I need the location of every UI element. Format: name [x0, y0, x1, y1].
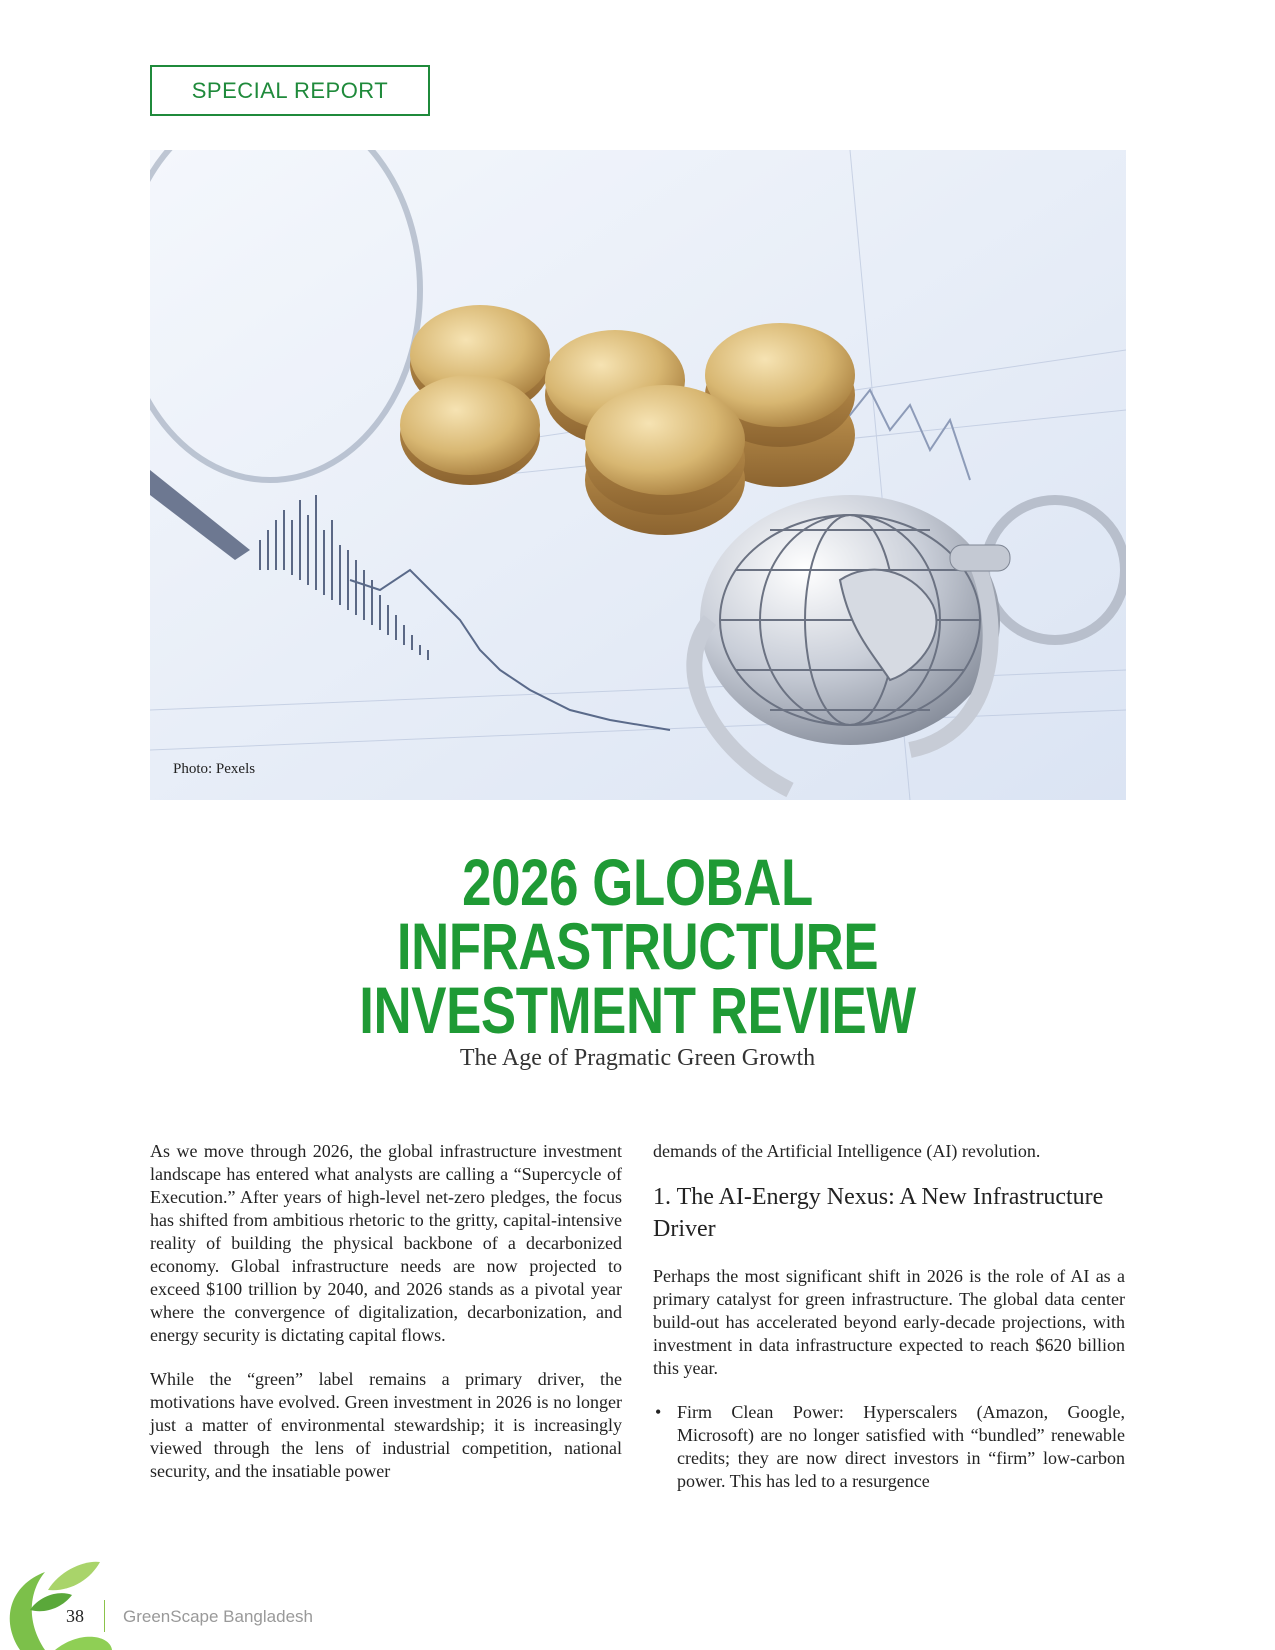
photo-credit: Photo: Pexels — [173, 761, 256, 777]
coins-globe-illustration — [150, 150, 1126, 800]
body-paragraph: While the “green” label remains a primary driver, the motivations have evolved. Green investment in 2026 is no longer just a matter of environmental stewardship; it is increasingly viewed through the lens of industrial competition, national security, and the insatiable power — [150, 1369, 622, 1481]
footer-divider — [104, 1600, 105, 1632]
bullet-dot: • — [655, 1402, 662, 1422]
magazine-name: GreenScape Bangladesh — [123, 1607, 313, 1626]
body-paragraph: As we move through 2026, the global infrastructure investment landscape has entered what analysts are calling a “Supercycle of Execution.” After years of high-level net-zero pledges, the focus has shifted from ambitious rhetoric to the gritty, capital-intensive reality of building the physical backbone of a decarbonized economy. Global infrastructure needs are now projected to exceed $100 trillion by 2040, and 2026 stands as a pivotal year where the convergence of digitalization, decarbonization, and energy security is dictating capital flows. — [150, 1141, 622, 1345]
title-line: 2026 GLOBAL — [462, 845, 813, 919]
section-heading: 1. The AI-Energy Nexus: A New Infrastructure Driver — [653, 1184, 1104, 1242]
left-column — [150, 1140, 622, 1504]
title-line: INFRASTRUCTURE — [396, 909, 879, 983]
special-report-label: SPECIAL REPORT — [191, 77, 389, 103]
hero-photo — [150, 150, 1126, 800]
title-line: INVESTMENT REVIEW — [359, 973, 916, 1047]
body-paragraph-continuation: demands of the Artificial Intelligence (AI) revolution. — [653, 1141, 1041, 1161]
special-report-badge — [150, 65, 430, 116]
bullet-list — [653, 1401, 1125, 1493]
page-number: 38 — [66, 1606, 84, 1626]
article-subtitle: The Age of Pragmatic Green Growth — [459, 1045, 816, 1071]
right-column — [653, 1140, 1125, 1493]
leaf-swirl-icon — [0, 1550, 140, 1650]
footer — [0, 1550, 400, 1650]
body-paragraph: Perhaps the most significant shift in 2026 is the role of AI as a primary catalyst for green infrastructure. The global data center build-out has accelerated beyond early-decade projections, with investment in data infrastructure expected to reach $620 billion this year. — [653, 1266, 1125, 1378]
article-title — [128, 845, 1148, 1047]
list-item-text: Firm Clean Power: Hyperscalers (Amazon, Google, Microsoft) are no longer satisfied with “bundled” renewable credits; they are now direct investors in “firm” low-carbon power. This has led to a resurgence — [677, 1402, 1125, 1491]
list-item — [655, 1401, 1125, 1493]
